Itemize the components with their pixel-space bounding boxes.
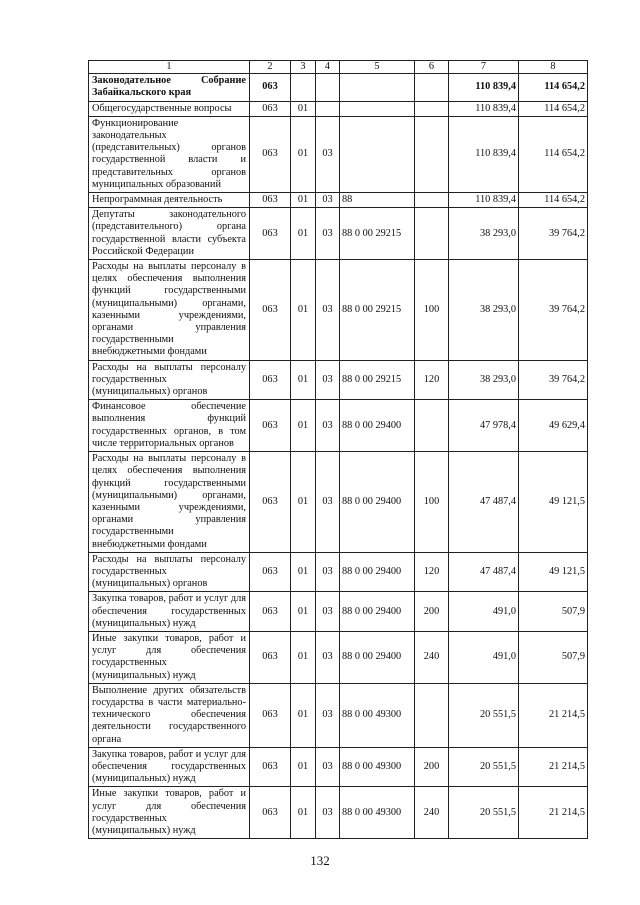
table-row [89,400,588,452]
header-cell-8: 8 [519,61,588,74]
amount-year2-cell: 114 654,2 [519,116,588,192]
target-article-cell [340,116,415,192]
expense-type-cell: 200 [415,747,449,787]
ministry-code-cell: 063 [250,683,291,747]
subsection-code-cell: 03 [316,631,340,683]
expense-type-cell: 100 [415,260,449,361]
subsection-code-cell: 03 [316,260,340,361]
ministry-code-cell: 063 [250,260,291,361]
amount-year1-cell: 38 293,0 [449,360,519,400]
target-article-cell: 88 [340,193,415,208]
target-article-cell: 88 0 00 29215 [340,208,415,260]
table-row [89,260,588,361]
amount-year2-cell: 49 121,5 [519,552,588,592]
target-article-cell: 88 0 00 49300 [340,683,415,747]
item-name-cell: Финансовое обеспечение выполнения функций государственных органов, в том числе территориальных органов [89,400,250,452]
amount-year2-cell: 114 654,2 [519,101,588,116]
section-code-cell: 01 [291,552,316,592]
table-row [89,787,588,839]
expense-type-cell: 240 [415,631,449,683]
expense-type-cell [415,101,449,116]
table-row [89,74,588,101]
target-article-cell [340,74,415,101]
ministry-code-cell: 063 [250,787,291,839]
amount-year2-cell: 507,9 [519,592,588,632]
item-name-cell: Расходы на выплаты персоналу государственных (муниципальных) органов [89,552,250,592]
target-article-cell: 88 0 00 29215 [340,260,415,361]
header-cell-3: 3 [291,61,316,74]
header-cell-2: 2 [250,61,291,74]
item-name-cell: Расходы на выплаты персоналу в целях обеспечения выполнения функций государственными (муниципальными) органами, казенными учреждениями, органами управления государственными внебюджетными фондами [89,452,250,553]
section-code-cell: 01 [291,116,316,192]
expense-type-cell: 240 [415,787,449,839]
table-row [89,452,588,553]
table-row [89,747,588,787]
expense-type-cell [415,400,449,452]
table-row [89,683,588,747]
amount-year1-cell: 20 551,5 [449,747,519,787]
amount-year2-cell: 114 654,2 [519,193,588,208]
target-article-cell: 88 0 00 49300 [340,747,415,787]
budget-table [88,60,588,839]
amount-year2-cell: 21 214,5 [519,747,588,787]
expense-type-cell [415,208,449,260]
target-article-cell: 88 0 00 29400 [340,552,415,592]
amount-year1-cell: 38 293,0 [449,260,519,361]
item-name-cell: Закупка товаров, работ и услуг для обеспечения государственных (муниципальных) нужд [89,592,250,632]
amount-year2-cell: 49 121,5 [519,452,588,553]
amount-year1-cell: 110 839,4 [449,74,519,101]
table-row [89,360,588,400]
subsection-code-cell: 03 [316,787,340,839]
amount-year1-cell: 110 839,4 [449,101,519,116]
table-row [89,592,588,632]
item-name-cell: Выполнение других обязательств государства в части материально-технического обеспечения деятельности государственного органа [89,683,250,747]
header-cell-4: 4 [316,61,340,74]
subsection-code-cell [316,74,340,101]
item-name-cell: Депутаты законодательного (представительного) органа государственной власти субъекта Российской Федерации [89,208,250,260]
section-code-cell: 01 [291,260,316,361]
ministry-code-cell: 063 [250,552,291,592]
section-code-cell [291,74,316,101]
amount-year2-cell: 507,9 [519,631,588,683]
amount-year2-cell: 39 764,2 [519,208,588,260]
page-number: 132 [310,853,330,868]
amount-year1-cell: 47 487,4 [449,452,519,553]
expense-type-cell: 120 [415,360,449,400]
subsection-code-cell: 03 [316,208,340,260]
item-name-cell: Непрограммная деятельность [89,193,250,208]
section-code-cell: 01 [291,452,316,553]
target-article-cell [340,101,415,116]
target-article-cell: 88 0 00 49300 [340,787,415,839]
item-name-cell: Закупка товаров, работ и услуг для обеспечения государственных (муниципальных) нужд [89,747,250,787]
subsection-code-cell: 03 [316,116,340,192]
item-name-cell: Иные закупки товаров, работ и услуг для обеспечения государственных (муниципальных) нужд [89,631,250,683]
item-name-cell: Иные закупки товаров, работ и услуг для обеспечения государственных (муниципальных) нужд [89,787,250,839]
amount-year2-cell: 39 764,2 [519,260,588,361]
section-code-cell: 01 [291,683,316,747]
section-code-cell: 01 [291,592,316,632]
amount-year1-cell: 491,0 [449,631,519,683]
section-code-cell: 01 [291,400,316,452]
ministry-code-cell: 063 [250,747,291,787]
amount-year1-cell: 47 487,4 [449,552,519,592]
ministry-code-cell: 063 [250,74,291,101]
subsection-code-cell [316,101,340,116]
target-article-cell: 88 0 00 29215 [340,360,415,400]
amount-year1-cell: 491,0 [449,592,519,632]
expense-type-cell [415,116,449,192]
item-name-cell: Общегосударственные вопросы [89,101,250,116]
item-name-cell: Расходы на выплаты персоналу государственных (муниципальных) органов [89,360,250,400]
amount-year2-cell: 21 214,5 [519,683,588,747]
amount-year2-cell: 114 654,2 [519,74,588,101]
header-cell-6: 6 [415,61,449,74]
amount-year1-cell: 20 551,5 [449,787,519,839]
table-row [89,101,588,116]
expense-type-cell: 120 [415,552,449,592]
section-code-cell: 01 [291,747,316,787]
subsection-code-cell: 03 [316,683,340,747]
ministry-code-cell: 063 [250,400,291,452]
section-code-cell: 01 [291,787,316,839]
ministry-code-cell: 063 [250,208,291,260]
ministry-code-cell: 063 [250,116,291,192]
target-article-cell: 88 0 00 29400 [340,452,415,553]
ministry-code-cell: 063 [250,592,291,632]
ministry-code-cell: 063 [250,101,291,116]
header-cell-7: 7 [449,61,519,74]
table-row [89,116,588,192]
target-article-cell: 88 0 00 29400 [340,631,415,683]
item-name-cell: Расходы на выплаты персоналу в целях обеспечения выполнения функций государственными (муниципальными) органами, казенными учреждениями, органами управления государственными внебюджетными фондами [89,260,250,361]
table-row [89,631,588,683]
amount-year1-cell: 20 551,5 [449,683,519,747]
amount-year2-cell: 39 764,2 [519,360,588,400]
expense-type-cell: 100 [415,452,449,553]
subsection-code-cell: 03 [316,552,340,592]
section-code-cell: 01 [291,208,316,260]
expense-type-cell [415,193,449,208]
amount-year1-cell: 38 293,0 [449,208,519,260]
expense-type-cell [415,74,449,101]
header-cell-5: 5 [340,61,415,74]
table-row [89,552,588,592]
table-row [89,193,588,208]
amount-year2-cell: 21 214,5 [519,787,588,839]
target-article-cell: 88 0 00 29400 [340,592,415,632]
header-cell-1: 1 [89,61,250,74]
ministry-code-cell: 063 [250,631,291,683]
section-code-cell: 01 [291,360,316,400]
target-article-cell: 88 0 00 29400 [340,400,415,452]
subsection-code-cell: 03 [316,193,340,208]
section-code-cell: 01 [291,101,316,116]
item-name-cell: Законодательное Собрание Забайкальского края [89,74,250,101]
section-code-cell: 01 [291,193,316,208]
amount-year1-cell: 110 839,4 [449,116,519,192]
ministry-code-cell: 063 [250,193,291,208]
expense-type-cell [415,683,449,747]
table-body [89,61,588,839]
subsection-code-cell: 03 [316,747,340,787]
subsection-code-cell: 03 [316,360,340,400]
section-code-cell: 01 [291,631,316,683]
header-row [89,61,588,74]
ministry-code-cell: 063 [250,360,291,400]
subsection-code-cell: 03 [316,592,340,632]
subsection-code-cell: 03 [316,452,340,553]
subsection-code-cell: 03 [316,400,340,452]
amount-year1-cell: 110 839,4 [449,193,519,208]
table-row [89,208,588,260]
ministry-code-cell: 063 [250,452,291,553]
amount-year1-cell: 47 978,4 [449,400,519,452]
item-name-cell: Функционирование законодательных (представительных) органов государственной власти и представительных органов муниципальных образований [89,116,250,192]
expense-type-cell: 200 [415,592,449,632]
amount-year2-cell: 49 629,4 [519,400,588,452]
